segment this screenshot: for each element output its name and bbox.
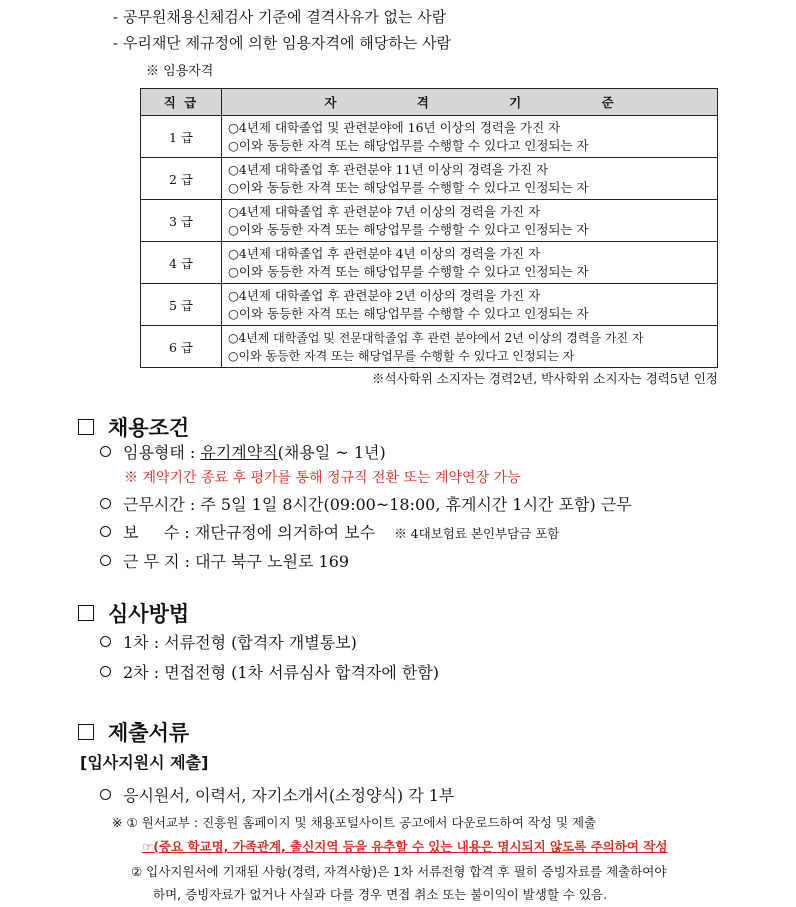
- grade-cell: 4 급: [141, 242, 222, 284]
- circle-bullet-icon: [100, 636, 111, 647]
- salary-note: ※ 4대보험료 본인부담금 포함: [394, 526, 560, 541]
- employment-type: 임용형태 : 유기계약직(채용일 ~ 1년): [100, 440, 386, 463]
- eligibility-bullet-1: - 공무원채용신체검사 기준에 결격사유가 없는 사람: [113, 8, 447, 26]
- qualification-note: ※ 임용자격: [146, 64, 214, 79]
- screening-step-1: 1차 : 서류전형 (합격자 개별통보): [100, 630, 357, 653]
- criteria-cell: ○4년제 대학졸업 및 전문대학졸업 후 관련 분야에서 2년 이상의 경력을 가진 자 ○이와 동등한 자격 또는 해당업무를 수행할 수 있다고 인정되는 자: [222, 326, 718, 368]
- table-row: [141, 326, 718, 368]
- criteria-cell: ○4년제 대학졸업 및 관련분야에 16년 이상의 경력을 가진 자 ○이와 동등한 자격 또는 해당업무를 수행할 수 있다고 인정되는 자: [222, 116, 718, 158]
- documents-subtitle: [입사지원시 제출]: [80, 753, 209, 772]
- table-header-row: [141, 89, 718, 116]
- criteria-header: 자 격 기 준: [222, 89, 718, 116]
- criteria-cell: ○4년제 대학졸업 후 관련분야 7년 이상의 경력을 가진 자 ○이와 동등한 자격 또는 해당업무를 수행할 수 있다고 인정되는 자: [222, 200, 718, 242]
- section-screening: [78, 598, 189, 628]
- documents-note-2-line-1: ② 입사지원서에 기재된 사항(경력, 자격사항)은 1차 서류전형 합격 후 필히 증빙자료를 제출하여야: [131, 864, 667, 879]
- grade-cell: 5 급: [141, 284, 222, 326]
- circle-bullet-icon: [100, 789, 111, 800]
- table-row: [141, 158, 718, 200]
- section-conditions: [78, 412, 189, 442]
- circle-bullet-icon: [100, 666, 111, 677]
- qualification-table: [140, 88, 718, 368]
- table-row: [141, 242, 718, 284]
- checkbox-square-icon: [78, 724, 94, 740]
- grade-cell: 3 급: [141, 200, 222, 242]
- grade-cell: 6 급: [141, 326, 222, 368]
- documents-note-1: ※ ① 원서교부 : 진흥원 홈페이지 및 채용포털사이트 공고에서 다운로드하여 작성 및 제출: [112, 815, 597, 830]
- work-location: 근 무 지 : 대구 북구 노원로 169: [100, 549, 349, 572]
- circle-bullet-icon: [100, 555, 111, 566]
- grade-cell: 1 급: [141, 116, 222, 158]
- documents-item: 응시원서, 이력서, 자기소개서(소정양식) 각 1부: [100, 783, 454, 806]
- checkbox-square-icon: [78, 419, 94, 435]
- checkbox-square-icon: [78, 605, 94, 621]
- circle-bullet-icon: [100, 498, 111, 509]
- section-documents: [78, 717, 189, 747]
- work-hours: 근무시간 : 주 5일 1일 8시간(09:00~18:00, 휴게시간 1시간 포함) 근무: [100, 492, 632, 515]
- table-row: [141, 116, 718, 158]
- screening-step-2: 2차 : 면접전형 (1차 서류심사 합격자에 한함): [100, 660, 439, 683]
- criteria-cell: ○4년제 대학졸업 후 관련분야 2년 이상의 경력을 가진 자 ○이와 동등한 자격 또는 해당업무를 수행할 수 있다고 인정되는 자: [222, 284, 718, 326]
- section-title: 제출서류: [108, 721, 190, 745]
- contract-note: ※ 계약기간 종료 후 평가를 통해 정규직 전환 또는 계약연장 가능: [124, 470, 521, 486]
- section-title: 채용조건: [108, 416, 190, 440]
- grade-header: 직 급: [141, 89, 222, 116]
- documents-note-2-line-2: 하며, 증빙자료가 없거나 사실과 다를 경우 면접 취소 또는 불이익이 발생할 수 있음.: [153, 887, 608, 902]
- section-title: 심사방법: [108, 602, 190, 626]
- eligibility-bullet-2: - 우리재단 제규정에 의한 임용자격에 해당하는 사람: [113, 34, 451, 52]
- circle-bullet-icon: [100, 446, 111, 457]
- criteria-cell: ○4년제 대학졸업 후 관련분야 4년 이상의 경력을 가진 자 ○이와 동등한 자격 또는 해당업무를 수행할 수 있다고 인정되는 자: [222, 242, 718, 284]
- documents-warning: ☞(중요 학교명, 가족관계, 출신지역 등을 유추할 수 있는 내용은 명시되지 않도록 주의하여 작성: [142, 839, 668, 854]
- table-footnote: ※석사학위 소지자는 경력2년, 박사학위 소지자는 경력5년 인정: [371, 371, 718, 386]
- table-row: [141, 200, 718, 242]
- circle-bullet-icon: [100, 526, 111, 537]
- table-row: [141, 284, 718, 326]
- grade-cell: 2 급: [141, 158, 222, 200]
- criteria-cell: ○4년제 대학졸업 후 관련분야 11년 이상의 경력을 가진 자 ○이와 동등한 자격 또는 해당업무를 수행할 수 있다고 인정되는 자: [222, 158, 718, 200]
- salary: 보 수 : 재단규정에 의거하여 보수 ※ 4대보험료 본인부담금 포함: [100, 520, 559, 543]
